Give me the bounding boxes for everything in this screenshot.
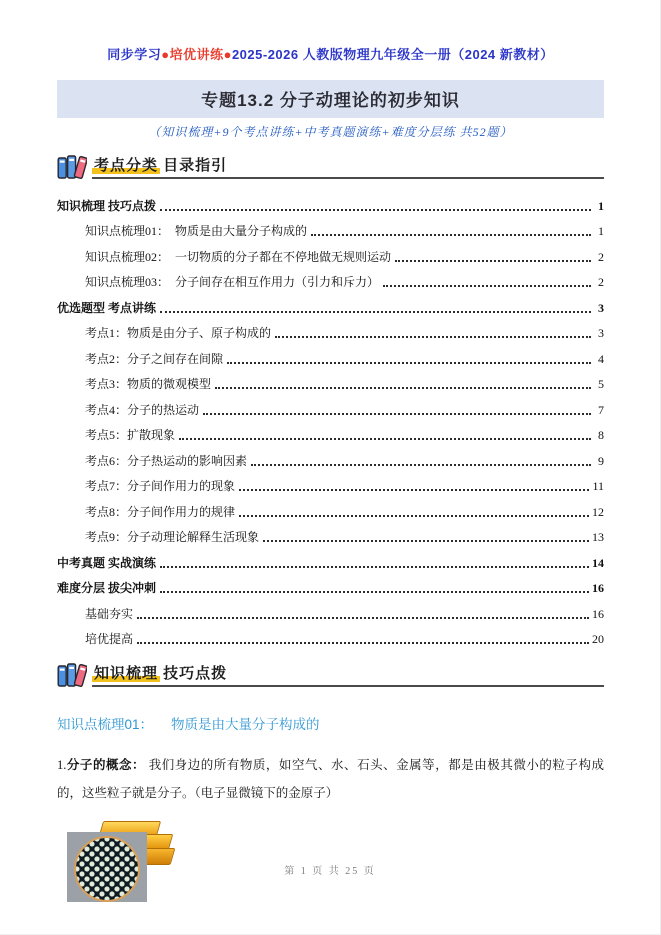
toc-label: 考点6：分子热运动的影响因素 bbox=[85, 453, 248, 468]
toc-label: 考点1：物质是由分子、原子构成的 bbox=[85, 326, 272, 340]
section-header-catalog bbox=[57, 154, 604, 179]
dot-leader bbox=[227, 362, 591, 364]
dot-leader bbox=[239, 489, 589, 491]
books-icon bbox=[57, 662, 87, 687]
toc-row bbox=[57, 572, 604, 598]
toc-page-number: 14 bbox=[592, 555, 604, 570]
dot-leader bbox=[179, 438, 591, 440]
list-number: 1. bbox=[57, 758, 67, 772]
section-header-knowledge bbox=[57, 662, 604, 687]
toc-row bbox=[57, 342, 604, 368]
toc-row bbox=[57, 419, 604, 445]
toc-page-number: 16 bbox=[592, 606, 604, 621]
dot-leader bbox=[263, 540, 589, 542]
dot-leader bbox=[137, 617, 589, 619]
toc-page-number: 7 bbox=[598, 402, 604, 417]
dot-leader bbox=[251, 464, 591, 466]
toc-page-number: 12 bbox=[592, 504, 604, 519]
toc-page-number: 13 bbox=[592, 530, 604, 544]
table-of-contents bbox=[57, 189, 604, 648]
section-title-catalog: 考点分类 目录指引 bbox=[94, 157, 228, 174]
toc-label: 知识点梳理01： 物质是由大量分子构成的 bbox=[85, 224, 308, 238]
page-footer: 第 1 页 共 25 页 bbox=[284, 866, 376, 877]
edition-text: 2025-2026 人教版物理九年级全一册（2024 新教材） bbox=[231, 47, 554, 62]
dot-leader bbox=[160, 591, 589, 593]
toc-page-number: 2 bbox=[598, 275, 604, 289]
toc-label: 考点7：分子间作用力的现象 bbox=[85, 479, 236, 493]
toc-label: 考点5：扩散现象 bbox=[85, 428, 176, 442]
subtitle: （知识梳理+9个考点讲练+中考真题演练+难度分层练 共52题） bbox=[148, 125, 513, 139]
toc-row bbox=[57, 495, 604, 521]
toc-label: 考点3：物质的微观模型 bbox=[85, 377, 212, 391]
section-title-knowledge: 知识梳理 技巧点拨 bbox=[94, 665, 228, 682]
dot-leader bbox=[239, 515, 589, 517]
dot-leader bbox=[395, 260, 591, 262]
knowledge-point-heading bbox=[57, 713, 604, 733]
toc-label: 考点4：分子的热运动 bbox=[85, 402, 200, 417]
toc-label: 知识点梳理02： 一切物质的分子都在不停地做无规则运动 bbox=[85, 249, 392, 264]
toc-page-number: 4 bbox=[598, 351, 604, 366]
toc-row bbox=[57, 521, 604, 547]
toc-label: 知识点梳理03： 分子间存在相互作用力（引力和斥力） bbox=[85, 275, 380, 289]
toc-label: 知识梳理 技巧点拨 bbox=[57, 198, 157, 213]
toc-page-number: 16 bbox=[592, 581, 604, 595]
concept-paragraph bbox=[57, 751, 604, 807]
separator-dot: ● bbox=[161, 47, 170, 62]
dot-leader bbox=[160, 209, 591, 211]
toc-row bbox=[57, 470, 604, 496]
toc-page-number: 3 bbox=[598, 300, 604, 315]
toc-page-number: 5 bbox=[598, 377, 604, 391]
toc-page-number: 11 bbox=[592, 479, 604, 493]
concept-text: 我们身边的所有物质，如空气、水、石头、金属等，都是由极其微小的粒子构成的，这些粒子就是分子。（电子显微镜下的金原子） bbox=[57, 758, 604, 800]
series-header bbox=[57, 44, 604, 63]
section-rule bbox=[92, 664, 604, 687]
toc-row bbox=[57, 368, 604, 394]
toc-label: 难度分层 拔尖冲刺 bbox=[57, 581, 157, 595]
toc-label: 考点9：分子动理论解释生活现象 bbox=[85, 530, 260, 544]
toc-row bbox=[57, 291, 604, 317]
toc-row bbox=[57, 240, 604, 266]
toc-page-number: 3 bbox=[598, 326, 604, 340]
knowledge-point-title: 物质是由大量分子构成的 bbox=[171, 717, 320, 732]
toc-label: 基础夯实 bbox=[85, 606, 134, 621]
toc-row bbox=[57, 623, 604, 649]
dot-leader bbox=[275, 336, 591, 338]
dot-leader bbox=[203, 413, 591, 415]
title-band bbox=[57, 80, 604, 118]
toc-row bbox=[57, 444, 604, 470]
dot-leader bbox=[160, 566, 589, 568]
dot-leader bbox=[137, 642, 589, 644]
toc-row bbox=[57, 215, 604, 241]
toc-page-number: 9 bbox=[598, 453, 604, 468]
toc-label: 考点2：分子之间存在间隙 bbox=[85, 351, 224, 366]
toc-row bbox=[57, 266, 604, 292]
dot-leader bbox=[383, 285, 591, 287]
toc-label: 优选题型 考点讲练 bbox=[57, 300, 157, 315]
toc-row bbox=[57, 317, 604, 343]
knowledge-point-number: 知识点梳理01： bbox=[57, 717, 154, 732]
page-title: 专题13.2 分子动理论的初步知识 bbox=[201, 91, 460, 110]
concept-term: 分子的概念： bbox=[66, 758, 146, 772]
series-tagline: 培优讲练 bbox=[169, 47, 224, 62]
toc-row bbox=[57, 393, 604, 419]
toc-page-number: 1 bbox=[598, 224, 604, 238]
toc-label: 培优提高 bbox=[85, 632, 134, 646]
toc-page-number: 2 bbox=[598, 249, 604, 264]
toc-label: 考点8：分子间作用力的规律 bbox=[85, 504, 236, 519]
toc-page-number: 1 bbox=[598, 198, 604, 213]
dot-leader bbox=[215, 387, 591, 389]
separator-dot: ● bbox=[223, 47, 232, 62]
toc-page-number: 20 bbox=[592, 632, 604, 646]
toc-row bbox=[57, 546, 604, 572]
dot-leader bbox=[160, 311, 591, 313]
toc-row bbox=[57, 597, 604, 623]
series-name: 同步学习 bbox=[107, 47, 162, 62]
toc-label: 中考真题 实战演练 bbox=[57, 555, 157, 570]
toc-row bbox=[57, 189, 604, 215]
section-rule bbox=[92, 156, 604, 179]
books-icon bbox=[57, 154, 87, 179]
toc-page-number: 8 bbox=[598, 428, 604, 442]
dot-leader bbox=[311, 234, 591, 236]
